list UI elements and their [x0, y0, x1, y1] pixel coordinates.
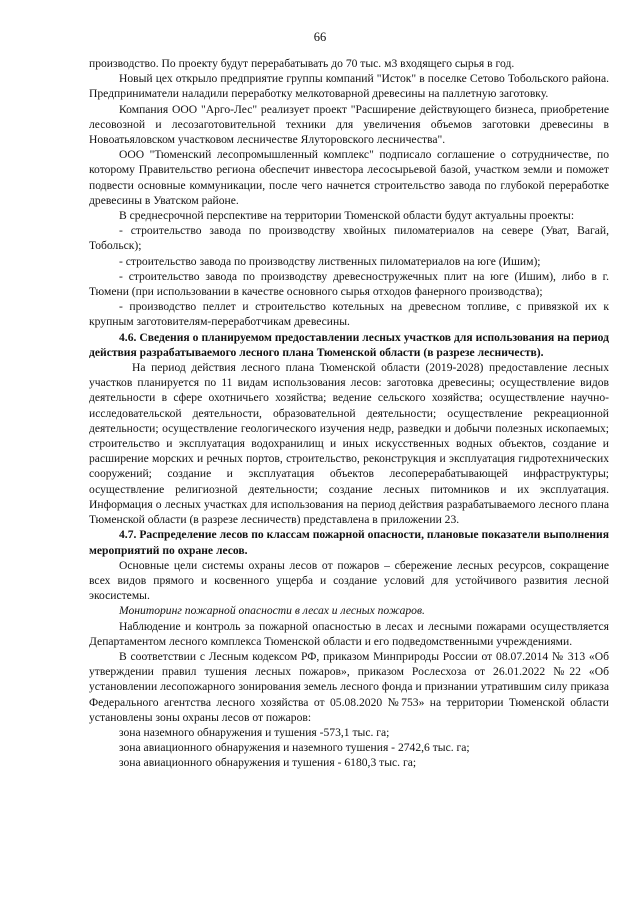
paragraph: Наблюдение и контроль за пожарной опасностью в лесах и лесными пожарами осуществляется Департаментом лесного комплекса Тюменской области и его подведомственными учреждениями.	[89, 619, 609, 648]
list-item: - строительство завода по производству древесностружечных плит на юге (Ишим), либо в г. Тюмени (при использовании в качестве основного сырья отходов фанерного производства);	[89, 269, 609, 299]
paragraph: ООО "Тюменский лесопромышленный комплекс" подписало соглашение о сотрудничестве, по которому Правительство региона обеспечит инвестора лесосырьевой базой, участком земли и поможет подвести основные коммуникации, после чего начнется строительство завода по глубокой переработке древесины в Уватском районе.	[89, 148, 609, 207]
paragraph: производство. По проекту будут перерабатывать до 70 тыс. м3 входящего сырья в год.	[89, 57, 515, 70]
zone-item: зона наземного обнаружения и тушения -573,1 тыс. га;	[119, 725, 390, 739]
paragraph: Новый цех открыло предприятие группы компаний "Исток" в поселке Сетово Тобольского района. Предприниматели наладили переработку мелкотоварной древесины на паллетную заготовку.	[89, 72, 609, 101]
paragraph: В соответствии с Лесным кодексом РФ, приказом Минприроды России от 08.07.2014 № 313 «Об утверждении правил тушения лесных пожаров», приказом Рослесхоза от 26.01.2022 №22 «Об установлении лесопожарного зонирования земель лесного фонда и признании утратившим силу приказа Федерального агентства лесного хозяйства от 05.08.2020 №753» на территории Тюменской области установлены зоны охраны лесов от пожаров:	[89, 649, 609, 724]
section-heading-4-7: 4.7. Распределение лесов по классам пожарной опасности, плановые показатели выполнения мероприятий по охране лесов.	[89, 528, 609, 557]
document-body	[89, 56, 609, 771]
zone-item: зона авиационного обнаружения и тушения - 6180,3 тыс. га;	[119, 756, 417, 770]
paragraph: Основные цели системы охраны лесов от пожаров – сбережение лесных ресурсов, сокращение всех видов прямого и косвенного ущерба и создание условий для устойчивого развития лесной экосистемы.	[89, 558, 609, 603]
paragraph: Компания ООО "Арго-Лес" реализует проект "Расширение действующего бизнеса, приобретение лесовозной и лесозаготовительной техники для увеличения объемов заготовки древесины в Новоатьяловском участковом лесничестве Ялуторовского лесничества".	[89, 102, 609, 147]
subheading: Мониторинг пожарной опасности в лесах и лесных пожаров.	[119, 604, 425, 618]
list-item: - производство пеллет и строительство котельных на древесном топливе, с привязкой их к крупным заготовителям-переработчикам древесины.	[89, 300, 609, 329]
list-item: - строительство завода по производству хвойных пиломатериалов на севере (Уват, Вагай, Тобольск);	[89, 224, 609, 253]
section-heading-4-6: 4.6. Сведения о планируемом предоставлении лесных участков для использования на период действия разрабатываемого лесного плана Тюменской области (в разрезе лесничеств).	[89, 330, 609, 359]
paragraph: В среднесрочной перспективе на территории Тюменской области будут актуальны проекты:	[119, 209, 575, 223]
zone-item: зона авиационного обнаружения и наземного тушения - 2742,6 тыс. га;	[119, 741, 470, 755]
page-number: 66	[313, 30, 327, 44]
list-item: - строительство завода по производству лиственных пиломатериалов на юге (Ишим);	[119, 254, 541, 268]
paragraph: На период действия лесного плана Тюменской области (2019-2028) предоставление лесных участков планируется по 11 видам использования лесов: заготовка древесины; осуществление видов деятельности в сфере охотничьего хозяйства; ведение сельского хозяйства; осуществление научно-исследовательской деятельности, образовательной деятельности; осуществление рекреационной деятельности; осуществление геологического изучения недр, разведки и добычи полезных ископаемых; строительство и эксплуатация водохранилищ и иных искусственных водных объектов, создание и расширение морских и речных портов, строительство, реконструкция и эксплуатация гидротехнических сооружений; создание и эксплуатация объектов лесоперерабатывающей инфраструктуры; осуществление религиозной деятельности; создание лесных питомников и их эксплуатация. Информация о лесных участках для использования на период действия разрабатываемого лесного плана Тюменской области (в разрезе лесничеств) представлена в приложении 23.	[89, 361, 609, 527]
